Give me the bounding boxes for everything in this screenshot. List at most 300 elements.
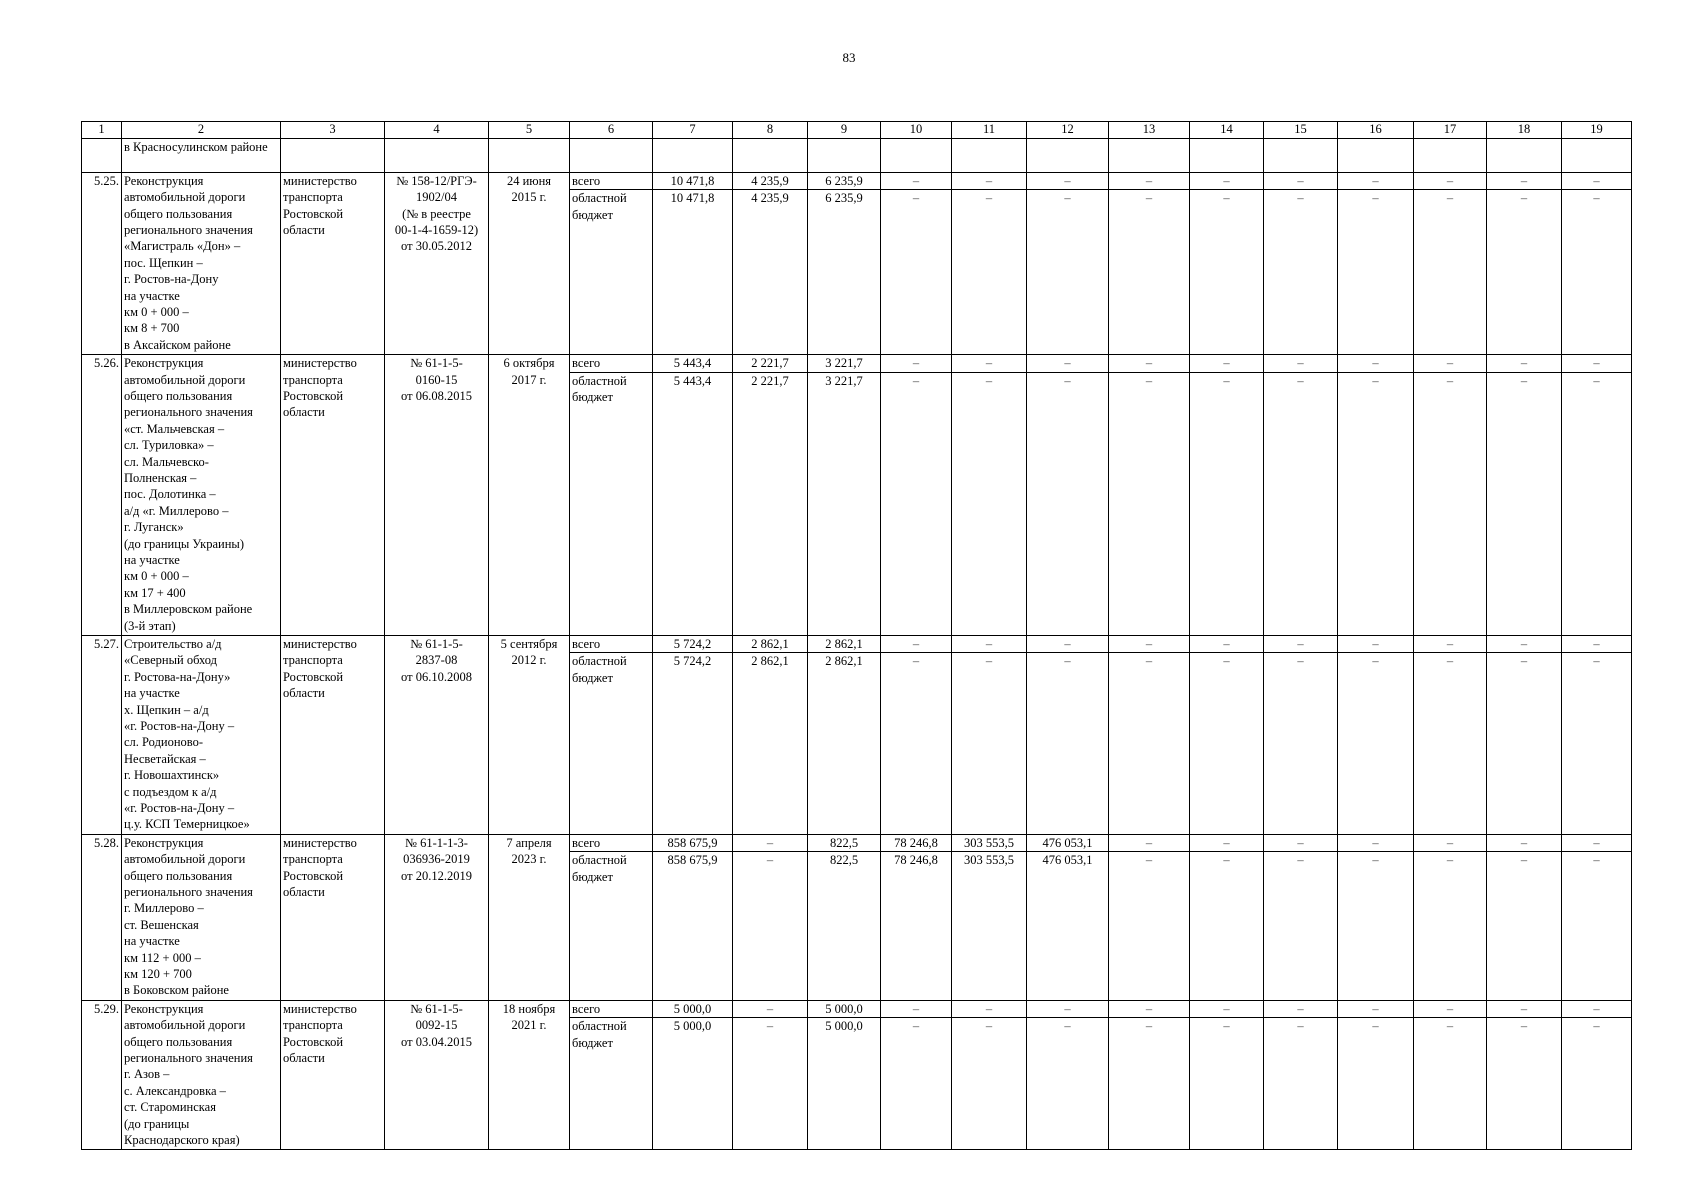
project-name-cell — [122, 1000, 281, 1150]
value-cell-regional: 2 862,1 — [808, 653, 881, 834]
value-cell-total: – — [1109, 636, 1190, 653]
value-cell-regional: – — [1414, 1018, 1487, 1150]
project-name-cell-line: общего пользования — [124, 868, 233, 883]
agency-cell — [281, 172, 385, 354]
project-name-cell-line: Реконструкция — [124, 173, 204, 188]
row-number-cell: 5.28. — [82, 834, 122, 1000]
agency-cell — [281, 355, 385, 636]
value-cell-regional: 5 000,0 — [808, 1018, 881, 1150]
value-cell-total: – — [1027, 172, 1109, 189]
date-cell-line: 24 июня — [506, 173, 552, 188]
date-cell-line: 2015 г. — [511, 190, 547, 205]
funding-source-regional-line: бюджет — [572, 1035, 613, 1050]
value-cell-regional: – — [1190, 852, 1264, 1001]
project-name-cell — [122, 172, 281, 354]
funding-source-regional-line: бюджет — [572, 869, 613, 884]
value-cell-regional: – — [1414, 190, 1487, 355]
value-cell-regional: 2 862,1 — [733, 653, 808, 834]
value-cell-regional: – — [1487, 190, 1562, 355]
value-cell-regional: – — [1109, 372, 1190, 635]
value-cell-regional: – — [1414, 372, 1487, 635]
project-name-cell-line: сл. Туриловка» – — [124, 438, 214, 453]
value-cell-total: – — [1264, 355, 1338, 372]
column-header-18: 18 — [1487, 122, 1562, 139]
date-cell-line: 2023 г. — [511, 852, 547, 867]
value-cell-regional: – — [1414, 653, 1487, 834]
funding-source-regional — [570, 1018, 653, 1150]
empty-cell — [1338, 139, 1414, 173]
document-cell-line: № 61-1-1-3- — [405, 835, 468, 850]
value-cell-total: – — [1190, 636, 1264, 653]
value-cell-regional: – — [1027, 653, 1109, 834]
agency-cell-line: Ростовской — [283, 868, 344, 883]
funding-source-total: всего — [570, 1000, 653, 1017]
project-name-cell-line: (3-й этап) — [124, 618, 176, 633]
agency-cell-line: министерство — [283, 637, 357, 651]
value-cell-total: – — [1562, 636, 1632, 653]
row-number-cell: 5.29. — [82, 1000, 122, 1150]
agency-cell-line: транспорта — [283, 1018, 343, 1033]
value-cell-total: 5 000,0 — [808, 1000, 881, 1017]
project-name-cell-line: автомобильной дороги — [124, 852, 246, 867]
project-name-cell-line: г. Миллерово – — [124, 901, 204, 916]
value-cell-total: – — [733, 834, 808, 851]
column-header-14: 14 — [1190, 122, 1264, 139]
value-cell-total: – — [881, 172, 952, 189]
value-cell-total: – — [1338, 834, 1414, 851]
funding-source-regional-line: областной — [572, 373, 627, 388]
project-name-cell-line: ст. Вешенская — [124, 917, 199, 932]
column-number-row — [82, 122, 1632, 139]
column-header-2: 2 — [122, 122, 281, 139]
empty-cell — [1027, 139, 1109, 173]
project-name-cell-line: «Магистраль «Дон» – — [124, 239, 241, 254]
value-cell-total: – — [1562, 834, 1632, 851]
value-cell-total: – — [1414, 834, 1487, 851]
date-cell — [489, 355, 570, 636]
value-cell-regional: 3 221,7 — [808, 372, 881, 635]
value-cell-total: – — [1487, 1000, 1562, 1017]
value-cell-regional: 2 221,7 — [733, 372, 808, 635]
column-header-7: 7 — [653, 122, 733, 139]
row-number-cell: 5.27. — [82, 636, 122, 835]
value-cell-total: – — [952, 636, 1027, 653]
value-cell-total: 6 235,9 — [808, 172, 881, 189]
document-cell-line: № 158-12/РГЭ- — [396, 173, 477, 188]
value-cell-total: – — [1190, 172, 1264, 189]
empty-cell — [1414, 139, 1487, 173]
row-number-cell — [82, 139, 122, 173]
value-cell-regional: 10 471,8 — [653, 190, 733, 355]
value-cell-total: – — [1414, 172, 1487, 189]
value-cell-regional: – — [1027, 1018, 1109, 1150]
column-header-4: 4 — [385, 122, 489, 139]
value-cell-total: – — [1027, 1000, 1109, 1017]
funding-source-regional — [570, 372, 653, 635]
funding-source-regional-line: бюджет — [572, 207, 613, 222]
agency-cell — [281, 636, 385, 835]
empty-cell — [733, 139, 808, 173]
value-cell-total: 2 862,1 — [733, 636, 808, 653]
agency-cell-line: министерство — [283, 356, 357, 371]
value-cell-regional: – — [1109, 190, 1190, 355]
value-cell-regional: – — [1487, 653, 1562, 834]
funding-source-regional — [570, 190, 653, 355]
empty-cell — [489, 139, 570, 173]
project-name-cell-line: Реконструкция — [124, 835, 204, 850]
funding-source-regional-line: бюджет — [572, 390, 613, 405]
project-name-cell-line: Реконструкция — [124, 356, 204, 371]
value-cell-total: – — [1027, 355, 1109, 372]
empty-cell — [1487, 139, 1562, 173]
value-cell-regional: 822,5 — [808, 852, 881, 1001]
value-cell-total: – — [1487, 636, 1562, 653]
value-cell-total: 78 246,8 — [881, 834, 952, 851]
project-name-cell-line: с подъездом к а/д — [124, 784, 217, 799]
funding-source-total: всего — [570, 172, 653, 189]
value-cell-regional: – — [881, 1018, 952, 1150]
value-cell-regional: – — [1190, 190, 1264, 355]
project-name-cell-line: км 0 + 000 – — [124, 305, 189, 320]
project-name-cell-line: на участке — [124, 686, 180, 701]
project-name-cell-line: г. Азов – — [124, 1067, 170, 1082]
column-header-8: 8 — [733, 122, 808, 139]
value-cell-total: 858 675,9 — [653, 834, 733, 851]
value-cell-total: – — [1109, 355, 1190, 372]
date-cell — [489, 834, 570, 1000]
project-name-cell-line: (до границы Украины) — [124, 536, 244, 551]
project-name-cell-line: Полненская – — [124, 471, 197, 486]
project-name-cell-line: км 17 + 400 — [124, 585, 186, 600]
document-cell-line: № 61-1-5- — [410, 1001, 463, 1016]
agency-cell — [281, 834, 385, 1000]
value-cell-regional: 5 443,4 — [653, 372, 733, 635]
column-header-3: 3 — [281, 122, 385, 139]
page-number: 83 — [842, 50, 856, 65]
value-cell-regional: – — [1109, 653, 1190, 834]
date-cell — [489, 636, 570, 835]
agency-cell-line: области — [283, 405, 325, 420]
agency-cell-line: Ростовской — [283, 669, 344, 684]
column-header-12: 12 — [1027, 122, 1109, 139]
value-cell-total: – — [1338, 172, 1414, 189]
value-cell-total: – — [1338, 636, 1414, 653]
document-cell-line: № 61-1-5- — [410, 356, 463, 371]
value-cell-total: – — [1027, 636, 1109, 653]
project-name-cell-line: на участке — [124, 934, 180, 949]
value-cell-total: – — [1109, 834, 1190, 851]
project-name-cell-line: Краснодарского края) — [124, 1133, 240, 1148]
value-cell-total: 10 471,8 — [653, 172, 733, 189]
value-cell-total: – — [952, 172, 1027, 189]
project-name-cell-line: км 112 + 000 – — [124, 950, 201, 965]
value-cell-regional: – — [1264, 190, 1338, 355]
project-name-cell-line: автомобильной дороги — [124, 1018, 246, 1033]
value-cell-regional: – — [1338, 1018, 1414, 1150]
project-name-cell-line: с. Александровка – — [124, 1083, 226, 1098]
funding-source-regional-line: областной — [572, 654, 627, 669]
document-cell-line: 0160-15 — [415, 372, 458, 387]
project-name-cell-line: ст. Староминская — [124, 1100, 216, 1115]
value-cell-total: – — [1487, 172, 1562, 189]
date-cell — [489, 172, 570, 354]
project-name-cell-line: на участке — [124, 288, 180, 303]
value-cell-regional: – — [1338, 653, 1414, 834]
project-name-cell-line: х. Щепкин – а/д — [124, 702, 209, 717]
value-cell-total: – — [1190, 1000, 1264, 1017]
document-cell-line: 2837-08 — [415, 653, 458, 668]
table-row — [82, 172, 1632, 189]
project-name-cell-line: автомобильной дороги — [124, 190, 246, 205]
funding-source-total: всего — [570, 355, 653, 372]
empty-cell — [808, 139, 881, 173]
agency-cell — [281, 1000, 385, 1150]
agency-cell-line: транспорта — [283, 653, 343, 668]
value-cell-total: 476 053,1 — [1027, 834, 1109, 851]
column-header-1: 1 — [82, 122, 122, 139]
project-name-cell-line: «г. Ростов-на-Дону – — [124, 801, 235, 816]
value-cell-total: – — [952, 355, 1027, 372]
project-name-cell-line: регионального значения — [124, 885, 253, 900]
date-cell-line: 5 сентября — [500, 637, 558, 651]
project-name-cell-line: регионального значения — [124, 1051, 253, 1066]
value-cell-regional: – — [952, 653, 1027, 834]
document-cell-line: 036936-2019 — [403, 852, 470, 867]
table-row — [82, 1000, 1632, 1017]
value-cell-regional: – — [1109, 852, 1190, 1001]
document-cell — [385, 834, 489, 1000]
column-header-9: 9 — [808, 122, 881, 139]
value-cell-regional: 78 246,8 — [881, 852, 952, 1001]
table-row — [82, 636, 1632, 653]
value-cell-total: 2 862,1 — [808, 636, 881, 653]
value-cell-total: – — [1338, 355, 1414, 372]
funding-source-regional-line: областной — [572, 191, 627, 206]
document-cell — [385, 636, 489, 835]
empty-cell — [881, 139, 952, 173]
empty-cell — [952, 139, 1027, 173]
agency-cell-line: области — [283, 223, 325, 238]
value-cell-regional: 858 675,9 — [653, 852, 733, 1001]
value-cell-total: – — [1109, 172, 1190, 189]
document-cell-line: 1902/04 — [416, 190, 457, 205]
value-cell-regional: – — [881, 653, 952, 834]
funding-source-total: всего — [570, 834, 653, 851]
value-cell-total: – — [733, 1000, 808, 1017]
project-name-cell-line: сл. Мальчевско- — [124, 454, 209, 469]
value-cell-regional: – — [1264, 852, 1338, 1001]
column-header-13: 13 — [1109, 122, 1190, 139]
agency-cell-line: области — [283, 885, 325, 900]
value-cell-total: 4 235,9 — [733, 172, 808, 189]
value-cell-regional: – — [733, 1018, 808, 1150]
date-cell — [489, 1000, 570, 1150]
value-cell-regional: – — [1487, 1018, 1562, 1150]
project-name-cell-line: «г. Ростов-на-Дону – — [124, 719, 235, 734]
value-cell-total: – — [1562, 172, 1632, 189]
column-header-11: 11 — [952, 122, 1027, 139]
value-cell-regional: – — [733, 852, 808, 1001]
value-cell-total: – — [1487, 834, 1562, 851]
value-cell-total: 303 553,5 — [952, 834, 1027, 851]
project-name-cell-line: ц.у. КСП Темерницкое» — [124, 817, 250, 832]
value-cell-regional: – — [952, 372, 1027, 635]
project-name-cell-line: регионального значения — [124, 405, 253, 420]
agency-cell-line: области — [283, 686, 325, 701]
value-cell-total: 5 724,2 — [653, 636, 733, 653]
agency-cell-line: министерство — [283, 173, 357, 188]
document-cell-line: от 30.05.2012 — [401, 239, 472, 254]
value-cell-total: – — [952, 1000, 1027, 1017]
project-name-cell-line: регионального значения — [124, 223, 253, 238]
project-name-cell-line: (до границы — [124, 1116, 190, 1131]
funding-source-regional-line: областной — [572, 1019, 627, 1034]
value-cell-regional: – — [1562, 190, 1632, 355]
date-cell-line: 18 ноября — [502, 1001, 556, 1016]
project-name-cell-line: в Аксайском районе — [124, 337, 231, 352]
value-cell-regional: – — [1027, 190, 1109, 355]
table-row — [82, 355, 1632, 372]
value-cell-total: – — [1414, 355, 1487, 372]
project-name-cell-line: Реконструкция — [124, 1001, 204, 1016]
row-number-cell: 5.25. — [82, 172, 122, 354]
value-cell-regional: – — [952, 1018, 1027, 1150]
value-cell-regional: – — [1027, 372, 1109, 635]
value-cell-regional: – — [1190, 1018, 1264, 1150]
table-row — [82, 834, 1632, 851]
value-cell-regional: 4 235,9 — [733, 190, 808, 355]
agency-cell-line: Ростовской — [283, 206, 344, 221]
project-name-cell-line: в Миллеровском районе — [124, 602, 253, 617]
continuation-row — [82, 139, 1632, 173]
value-cell-regional: – — [1190, 653, 1264, 834]
column-header-5: 5 — [489, 122, 570, 139]
agency-cell-line: транспорта — [283, 372, 343, 387]
column-header-6: 6 — [570, 122, 653, 139]
document-cell-line: (№ в реестре — [402, 206, 471, 221]
date-cell-line: 7 апреля — [506, 835, 552, 850]
project-name-cell-line: в Боковском районе — [124, 983, 229, 998]
value-cell-regional: 5 724,2 — [653, 653, 733, 834]
empty-cell — [281, 139, 385, 173]
value-cell-regional: – — [1562, 372, 1632, 635]
value-cell-regional: – — [1338, 190, 1414, 355]
value-cell-regional: – — [881, 372, 952, 635]
project-name-cell-line: г. Ростов-на-Дону — [124, 272, 219, 287]
column-header-19: 19 — [1562, 122, 1632, 139]
project-name-cell-line: г. Новошахтинск» — [124, 768, 220, 783]
value-cell-regional: – — [1487, 372, 1562, 635]
value-cell-total: – — [1264, 172, 1338, 189]
value-cell-regional: – — [952, 190, 1027, 355]
value-cell-total: – — [1562, 1000, 1632, 1017]
project-name-cell-line: а/д «г. Миллерово – — [124, 503, 229, 518]
document-cell-line: от 06.08.2015 — [401, 389, 472, 404]
project-name-cell-line: сл. Родионово- — [124, 735, 204, 750]
value-cell-total: – — [881, 636, 952, 653]
project-name-cell-line: на участке — [124, 553, 180, 568]
value-cell-regional: – — [1338, 852, 1414, 1001]
agency-cell-line: транспорта — [283, 852, 343, 867]
column-header-17: 17 — [1414, 122, 1487, 139]
agency-cell-line: министерство — [283, 835, 357, 850]
date-cell-line: 6 октября — [503, 356, 555, 371]
empty-cell — [1109, 139, 1190, 173]
value-cell-total: 5 000,0 — [653, 1000, 733, 1017]
value-cell-total: – — [1414, 636, 1487, 653]
document-cell-line: № 61-1-5- — [410, 637, 463, 651]
value-cell-total: – — [1190, 834, 1264, 851]
value-cell-total: 5 443,4 — [653, 355, 733, 372]
project-name-cell: в Красносулинском районе — [122, 139, 281, 173]
value-cell-regional: – — [1414, 852, 1487, 1001]
empty-cell — [1264, 139, 1338, 173]
project-name-cell-line: пос. Долотинка – — [124, 487, 216, 502]
empty-cell — [570, 139, 653, 173]
project-name-cell-line: автомобильной дороги — [124, 372, 246, 387]
project-name-cell-line: общего пользования — [124, 389, 233, 404]
agency-cell-line: транспорта — [283, 190, 343, 205]
value-cell-total: – — [1264, 834, 1338, 851]
column-header-16: 16 — [1338, 122, 1414, 139]
value-cell-regional: – — [1562, 1018, 1632, 1150]
value-cell-total: 3 221,7 — [808, 355, 881, 372]
empty-cell — [1562, 139, 1632, 173]
document-cell-line: 00-1-4-1659-12) — [394, 223, 479, 238]
value-cell-regional: – — [881, 190, 952, 355]
document-cell — [385, 172, 489, 354]
value-cell-regional: – — [1562, 653, 1632, 834]
column-header-15: 15 — [1264, 122, 1338, 139]
value-cell-regional: – — [1109, 1018, 1190, 1150]
project-name-cell-line: общего пользования — [124, 1034, 233, 1049]
value-cell-total: – — [1338, 1000, 1414, 1017]
project-name-cell-line: пос. Щепкин – — [124, 255, 203, 270]
agency-cell-line: министерство — [283, 1001, 357, 1016]
project-name-cell-line: км 8 + 700 — [124, 321, 180, 336]
date-cell-line: 2017 г. — [511, 372, 547, 387]
value-cell-total: – — [1562, 355, 1632, 372]
project-name-cell-line: км 120 + 700 — [124, 967, 192, 982]
value-cell-regional: – — [1264, 372, 1338, 635]
document-cell — [385, 355, 489, 636]
project-name-cell-line: «Северный обход — [124, 653, 217, 668]
value-cell-regional: – — [1562, 852, 1632, 1001]
funding-source-regional-line: областной — [572, 853, 627, 868]
value-cell-total: – — [1264, 636, 1338, 653]
value-cell-total: – — [881, 1000, 952, 1017]
project-name-cell — [122, 834, 281, 1000]
value-cell-total: – — [1190, 355, 1264, 372]
funding-source-regional — [570, 653, 653, 834]
project-name-cell — [122, 355, 281, 636]
value-cell-total: – — [1487, 355, 1562, 372]
value-cell-regional: 5 000,0 — [653, 1018, 733, 1150]
value-cell-total: – — [1264, 1000, 1338, 1017]
value-cell-regional: – — [1487, 852, 1562, 1001]
value-cell-regional: – — [1264, 653, 1338, 834]
value-cell-regional: – — [1190, 372, 1264, 635]
project-name-cell-line: «ст. Мальчевская – — [124, 421, 225, 436]
agency-cell-line: Ростовской — [283, 1034, 344, 1049]
date-cell-line: 2021 г. — [511, 1018, 547, 1033]
empty-cell — [653, 139, 733, 173]
value-cell-regional: 476 053,1 — [1027, 852, 1109, 1001]
value-cell-regional: – — [1264, 1018, 1338, 1150]
value-cell-regional: – — [1338, 372, 1414, 635]
value-cell-regional: 303 553,5 — [952, 852, 1027, 1001]
project-name-cell-line: км 0 + 000 – — [124, 569, 189, 584]
